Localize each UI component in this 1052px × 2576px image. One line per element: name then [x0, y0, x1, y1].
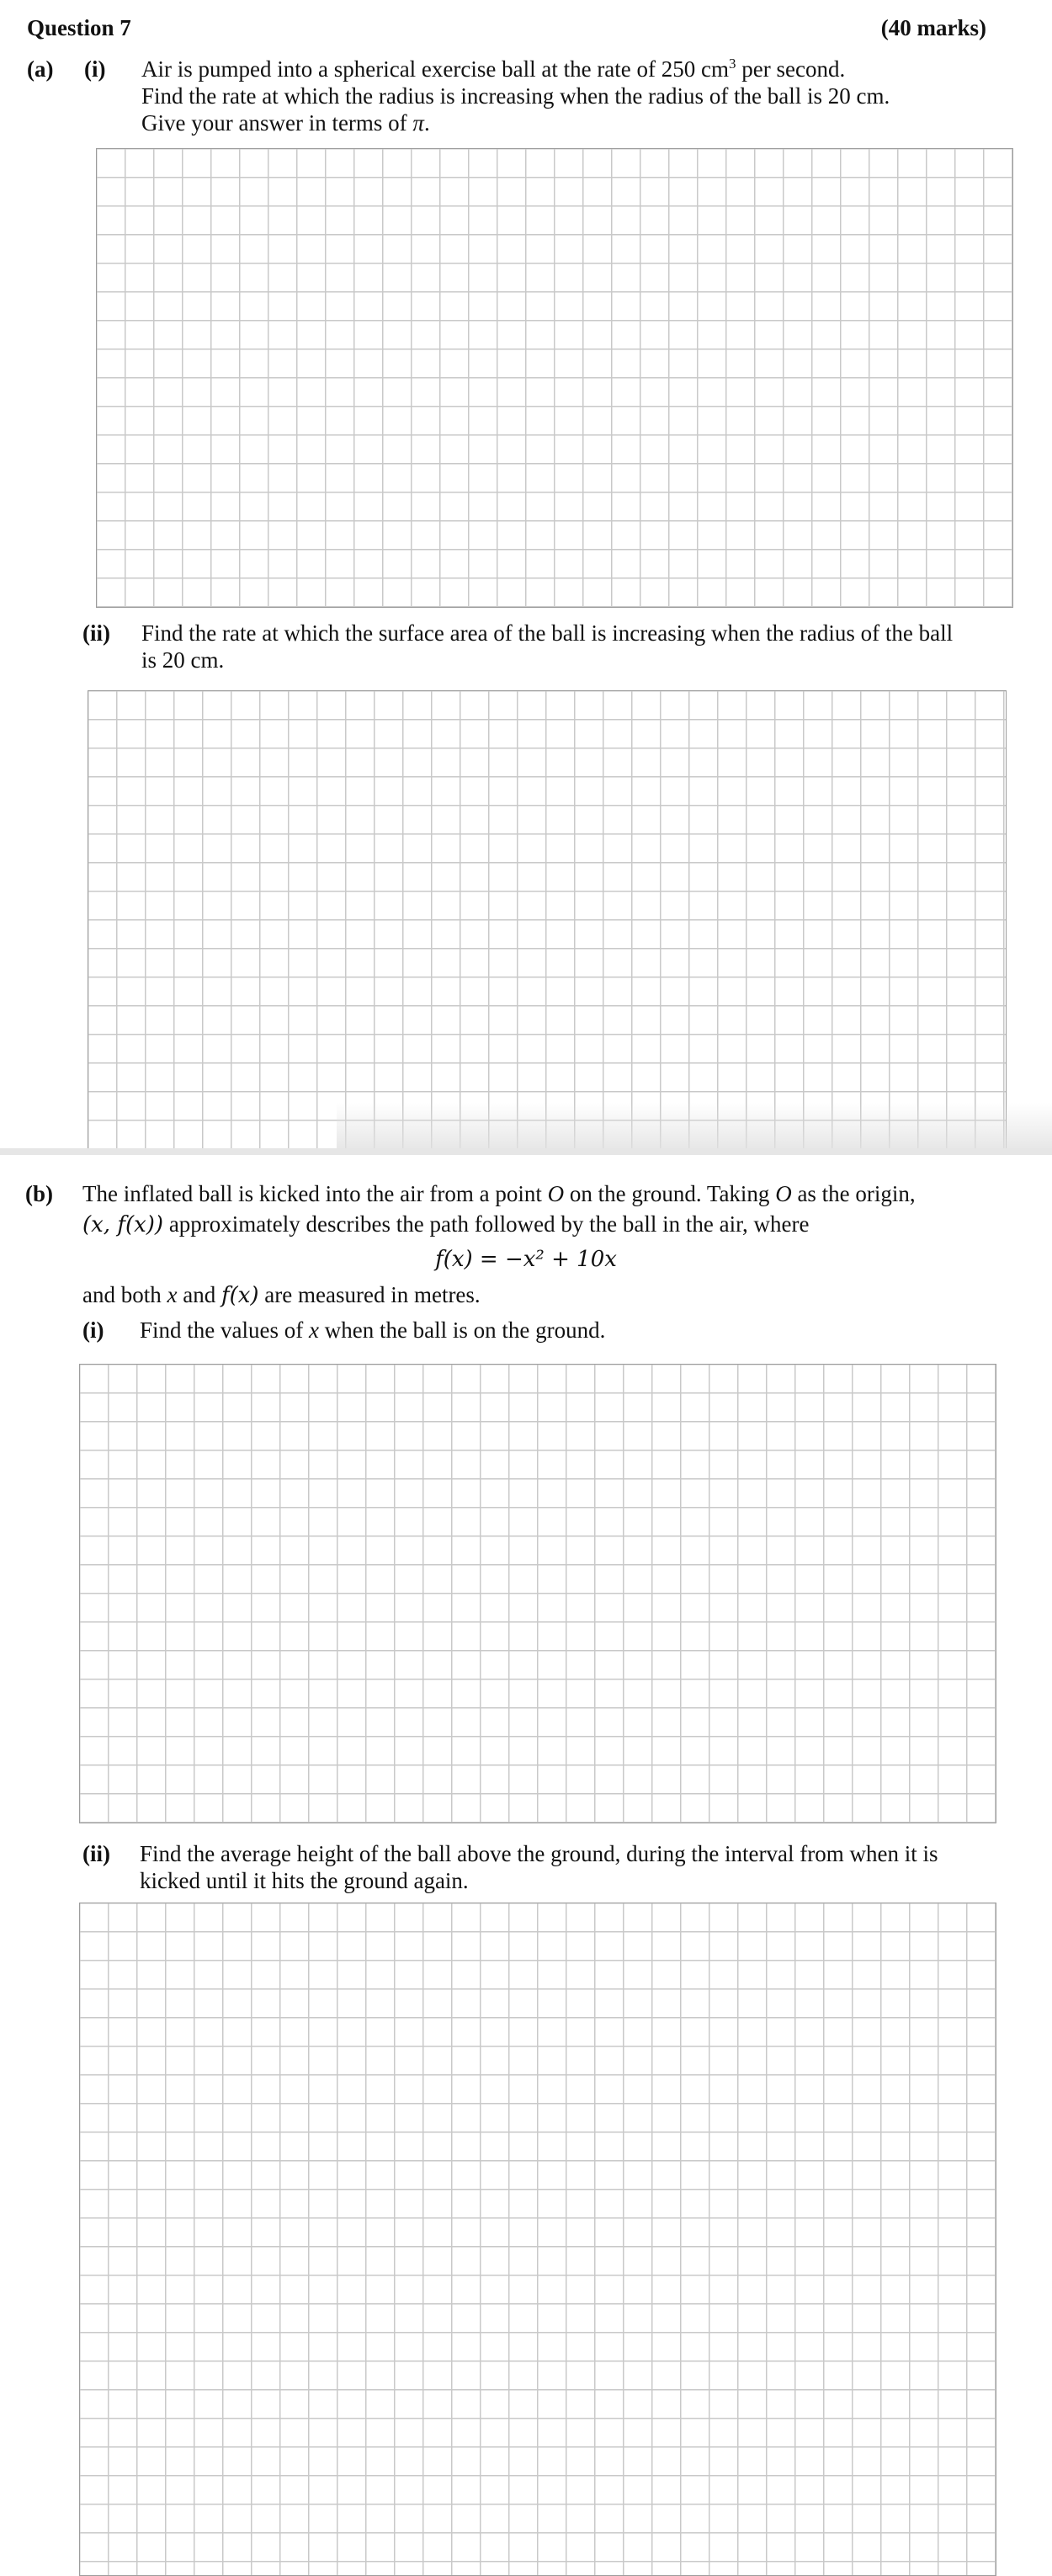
part-b-line-4-tail: are measured in metres.	[264, 1282, 481, 1307]
answer-grid-b-i[interactable]	[79, 1364, 996, 1823]
question-header	[27, 15, 986, 44]
part-b-intro-line-1	[82, 1180, 916, 1207]
part-b-line-4	[82, 1281, 481, 1309]
part-b-i-label: (i)	[82, 1317, 104, 1343]
part-a-i-line-1-tail: per second.	[736, 56, 846, 82]
part-a-i-label: (i)	[84, 56, 106, 82]
part-a-i-line-3-tail: .	[423, 110, 430, 136]
origin-symbol: O	[547, 1181, 565, 1206]
part-b-line-4-and: and	[183, 1282, 216, 1307]
part-a-i-line-3	[141, 109, 430, 136]
exam-page-2	[0, 1155, 1052, 2564]
part-b-intro-text-2: on the ground. Taking	[569, 1181, 770, 1206]
part-a-i-line-1-text: Air is pumped into a spherical exercise ball at the rate of 250 cm	[141, 56, 730, 82]
part-b-i-text-end: when the ball is on the ground.	[324, 1317, 606, 1343]
question-title: Question 7	[27, 15, 131, 40]
part-a-i-line-1	[141, 56, 845, 82]
cubic-superscript: 3	[729, 56, 736, 72]
part-b-intro-line-2	[82, 1211, 809, 1238]
part-b-ii-line-2: kicked until it hits the ground again.	[140, 1868, 469, 1893]
point-notation: (x, f(x))	[82, 1212, 164, 1237]
origin-symbol-2: O	[775, 1181, 792, 1206]
part-b-intro-text-3: as the origin,	[797, 1181, 916, 1206]
part-b-ii-line-1: Find the average height of the ball above the ground, during the interval from when it is	[140, 1841, 938, 1866]
part-b-i-text	[140, 1317, 605, 1344]
answer-grid-a-ii[interactable]	[88, 690, 1007, 1150]
part-b-ii-label: (ii)	[82, 1841, 110, 1866]
part-b-intro-text-1: The inflated ball is kicked into the air from a point	[82, 1181, 542, 1206]
part-b-intro-text-4: approximately describes the path followed by the ball in the air, where	[168, 1211, 810, 1237]
answer-grid-a-i[interactable]	[96, 148, 1013, 608]
variable-x-2: x	[308, 1317, 319, 1343]
part-a-ii-label: (ii)	[82, 620, 110, 646]
pi-symbol: π	[412, 110, 424, 136]
part-a-ii-line-1: Find the rate at which the surface area of the ball is increasing when the radius of the ball	[141, 620, 954, 646]
part-a-i-line-3-text: Give your answer in terms of	[141, 110, 407, 136]
exam-page-1	[0, 0, 1052, 1155]
part-b-line-4-text: and both	[82, 1282, 162, 1307]
part-a-i-line-2: Find the rate at which the radius is increasing when the radius of the ball is 20 cm.	[141, 83, 890, 109]
part-b-i-text-start: Find the values of	[140, 1317, 304, 1343]
variable-x: x	[167, 1282, 178, 1307]
answer-grid-b-ii[interactable]	[79, 1903, 996, 2576]
page-divider	[0, 1148, 1052, 1155]
part-a-ii-line-2: is 20 cm.	[141, 647, 225, 673]
function-formula: f(x) = −x² + 10x	[435, 1247, 617, 1272]
question-marks: (40 marks)	[880, 15, 986, 40]
function-fx: f(x)	[220, 1283, 259, 1308]
part-b-label: (b)	[25, 1181, 53, 1206]
part-a-label: (a)	[27, 56, 54, 82]
